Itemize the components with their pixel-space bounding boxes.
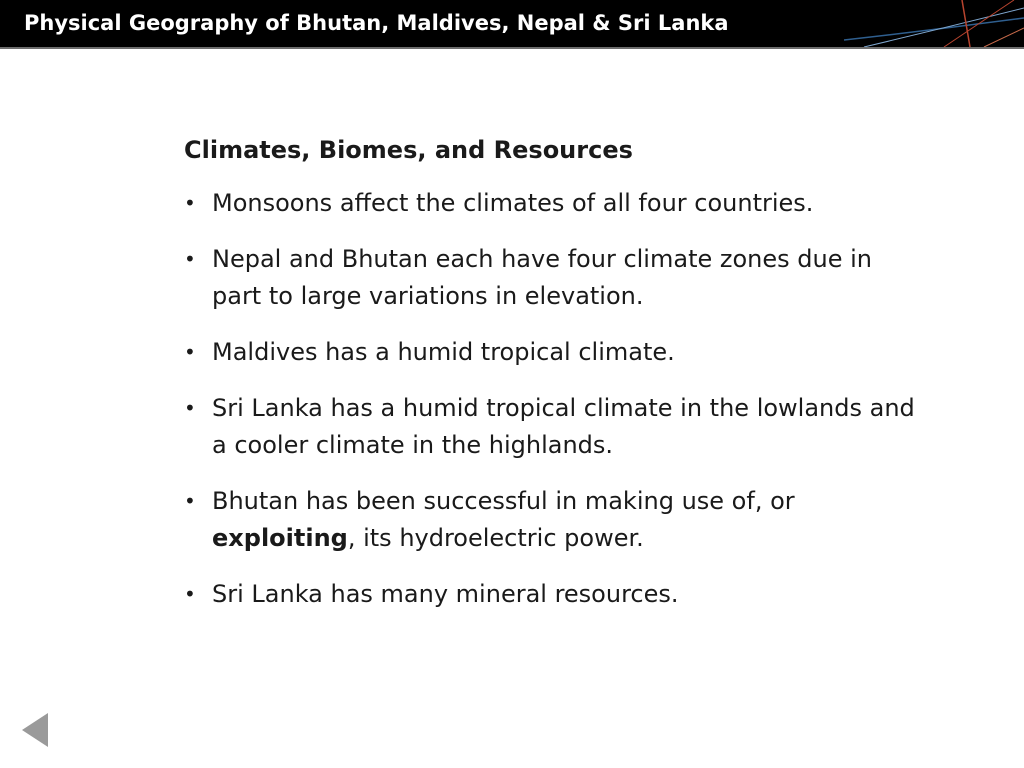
- bullet-item-monsoons: [184, 185, 924, 222]
- bullet-list: [184, 185, 924, 613]
- bullet-text: Sri Lanka has a humid tropical climate in the lowlands and a cooler climate in the highlands.: [212, 394, 915, 459]
- slide-title: Physical Geography of Bhutan, Maldives, Nepal & Sri Lanka: [24, 11, 729, 35]
- section-heading: Climates, Biomes, and Resources: [184, 136, 633, 164]
- bullet-dot-icon: •: [184, 247, 196, 271]
- bullet-text-before: Bhutan has been successful in making use of, or: [212, 487, 795, 515]
- bullet-item-hydroelectric: [184, 483, 924, 557]
- bullet-dot-icon: •: [184, 396, 196, 420]
- bullet-text: Nepal and Bhutan each have four climate zones due in part to large variations in elevation.: [212, 245, 872, 310]
- slide-content: [184, 133, 924, 632]
- bullet-dot-icon: •: [184, 489, 196, 513]
- triangle-left-icon: [22, 713, 48, 747]
- bullet-dot-icon: •: [184, 340, 196, 364]
- globe-lines-icon: [844, 0, 1024, 47]
- bullet-text: Monsoons affect the climates of all four countries.: [212, 189, 814, 217]
- bullet-text: Sri Lanka has many mineral resources.: [212, 580, 679, 608]
- bullet-item-sri-lanka-climate: [184, 390, 924, 464]
- bullet-item-climate-zones: [184, 241, 924, 315]
- bullet-item-minerals: [184, 576, 924, 613]
- previous-slide-button[interactable]: [22, 713, 48, 747]
- bullet-dot-icon: •: [184, 582, 196, 606]
- bullet-item-maldives: [184, 334, 924, 371]
- bullet-text-after: , its hydroelectric power.: [347, 524, 644, 552]
- vocab-term: exploiting: [212, 524, 348, 552]
- bullet-dot-icon: •: [184, 191, 196, 215]
- bullet-text: Maldives has a humid tropical climate.: [212, 338, 675, 366]
- header-bar: [0, 0, 1024, 49]
